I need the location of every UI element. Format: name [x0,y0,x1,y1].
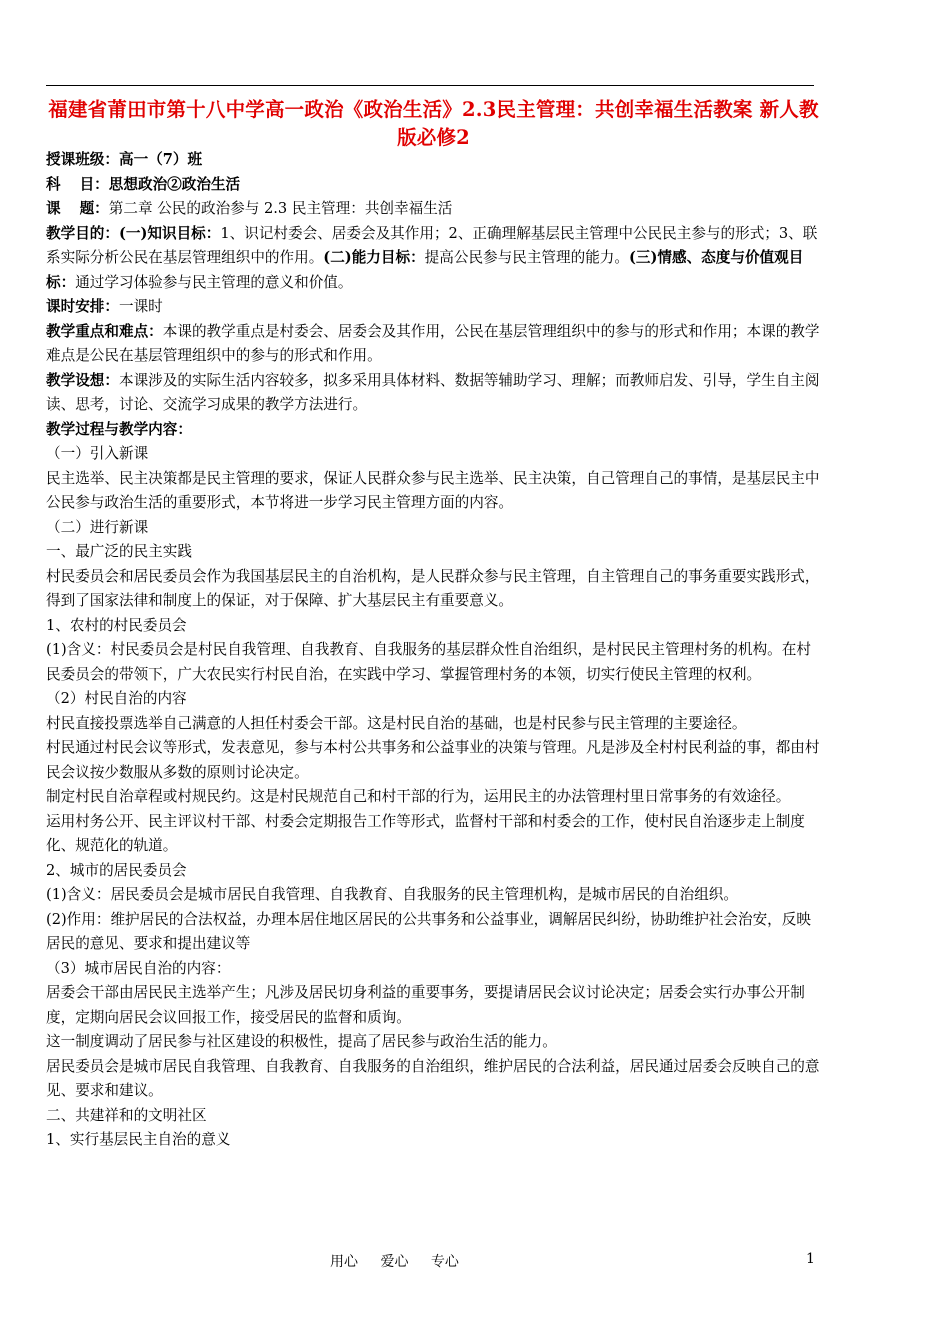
page-number: 1 [806,1251,815,1267]
body-paragraph: （2）村民自治的内容 [46,690,187,707]
body-paragraph: 1、实行基层民主自治的意义 [46,1131,231,1148]
body-paragraph: 制定村民自治章程或村规民约。这是村民规范自己和村干部的行为，运用民主的办法管理村里日常事务的有效途径。 [46,788,791,805]
class-label: 授课班级： [46,151,119,168]
body-paragraph: 村民委员会和居民委员会作为我国基层民主的自治机构，是人民群众参与民主管理，自主管理自己的事务重要实践形式，得到了国家法律和制度上的保证，对于保障、扩大基层民主有重要意义。 [46,567,820,609]
document-title: 福建省莆田市第十八中学高一政治《政治生活》2.3民主管理：共创幸福生活教案 新人教版必修2 [48,98,819,149]
design-paragraph [46,369,821,418]
key-points-paragraph [46,320,821,369]
subject-label-b: 目： [79,175,109,193]
body-paragraph: 一、最广泛的民主实践 [46,543,192,560]
document-body [46,148,821,1153]
body-paragraph: 居委会干部由居民民主选举产生；凡涉及居民切身利益的重要事务，要提请居民会议讨论决定；居委会实行办事公开制度，定期向居民会议回报工作，接受居民的监督和质询。 [46,984,805,1026]
body-paragraph: 这一制度调动了居民参与社区建设的积极性，提高了居民参与政治生活的能力。 [46,1033,557,1050]
hours-value: 一课时 [118,298,163,315]
page-footer [0,1251,950,1271]
footer-motto: 用心 爱心 专心 [330,1254,459,1270]
design-text: 本课涉及的实际生活内容较多，拟多采用具体材料、数据等辅助学习、理解；而教师启发、引导，学生自主阅读、思考，讨论、交流学习成果的教学方法进行。 [46,371,820,413]
hours-label: 课时安排： [46,298,119,315]
subject-label-a: 科 [46,175,61,193]
design-label: 教学设想： [46,371,119,389]
topic-value: 第二章 公民的政治参与 2.3 民主管理：共创幸福生活 [108,200,453,217]
subject-line [46,173,821,198]
header-rule [46,85,814,86]
body-paragraph: 二、共建祥和的文明社区 [46,1106,207,1124]
body-paragraph: (1)含义：居民委员会是城市居民自我管理、自我教育、自我服务的民主管理机构，是城市居民的自治组织。 [46,886,738,903]
body-paragraph: （3）城市居民自治的内容： [46,959,231,977]
knowledge-goal-label: (一)知识目标： [118,224,221,242]
hours-line [46,295,821,320]
ability-goal-text: 提高公民参与民主管理的能力。 [424,249,629,266]
subject-value: 思想政治②政治生活 [108,175,241,193]
class-value: 高一（7）班 [118,151,203,168]
body-paragraph: （二）进行新课 [46,518,149,536]
body-paragraph: 2、城市的居民委员会 [46,861,187,879]
body-paragraph: （一）引入新课 [46,445,149,462]
key-points-text: 本课的教学重点是村委会、居委会及其作用，公民在基层管理组织中的参与的形式和作用；本课的教学难点是公民在基层管理组织中的参与的形式和作用。 [46,322,820,364]
topic-label-a: 课 [46,200,61,217]
class-line [46,148,821,173]
topic-line [46,197,821,222]
goals-label: 教学目的： [46,224,119,242]
body-paragraph: (1)含义：村民委员会是村民自我管理、自我教育、自我服务的基层群众性自治组织，是村民民主管理村务的机构。在村民委员会的带领下，广大农民实行村民自治，在实践中学习、掌握管理村务的本领，切实行使民主管理的权利。 [46,641,811,683]
body-paragraph: 民主选举、民主决策都是民主管理的要求，保证人民群众参与民主选举、民主决策，自己管理自己的事情，是基层民主中公民参与政治生活的重要形式，本节将进一步学习民主管理方面的内容。 [46,469,820,511]
process-heading: 教学过程与教学内容： [46,420,192,438]
body-paragraph: 运用村务公开、民主评议村干部、村委会定期报告工作等形式，监督村干部和村委会的工作，使村民自治逐步走上制度化、规范化的轨道。 [46,812,805,854]
body-paragraph: 居民委员会是城市居民自我管理、自我教育、自我服务的自治组织，维护居民的合法利益，居民通过居委会反映自己的意见、要求和建议。 [46,1057,820,1099]
body-paragraph: 村民通过村民会议等形式，发表意见，参与本村公共事务和公益事业的决策与管理。凡是涉及全村村民利益的事，都由村民会议按少数服从多数的原则讨论决定。 [46,739,820,781]
body-paragraph: 1、农村的村民委员会 [46,616,187,634]
body-paragraph: (2)作用：维护居民的合法权益，办理本居住地区居民的公共事务和公益事业，调解居民纠纷，协助维护社会治安，反映居民的意见、要求和提出建议等 [46,910,811,952]
key-points-label: 教学重点和难点： [46,322,163,340]
goals-paragraph [46,222,821,296]
emotion-goal-text: 通过学习体验参与民主管理的意义和价值。 [75,273,353,291]
topic-label-b: 题： [79,200,109,217]
emotion-goal-label: (三)情感、态度与价值观目标： [46,249,804,291]
body-paragraph: 村民直接投票选举自己满意的人担任村委会干部。这是村民自治的基础，也是村民参与民主管理的主要途径。 [46,714,747,732]
knowledge-goal-text: 1、识记村委会、居委会及其作用；2、正确理解基层民主管理中公民民主参与的形式；3、联系实际分析公民在基层管理组织中的作用。 [46,224,818,266]
ability-goal-label: (二)能力目标： [323,249,425,266]
